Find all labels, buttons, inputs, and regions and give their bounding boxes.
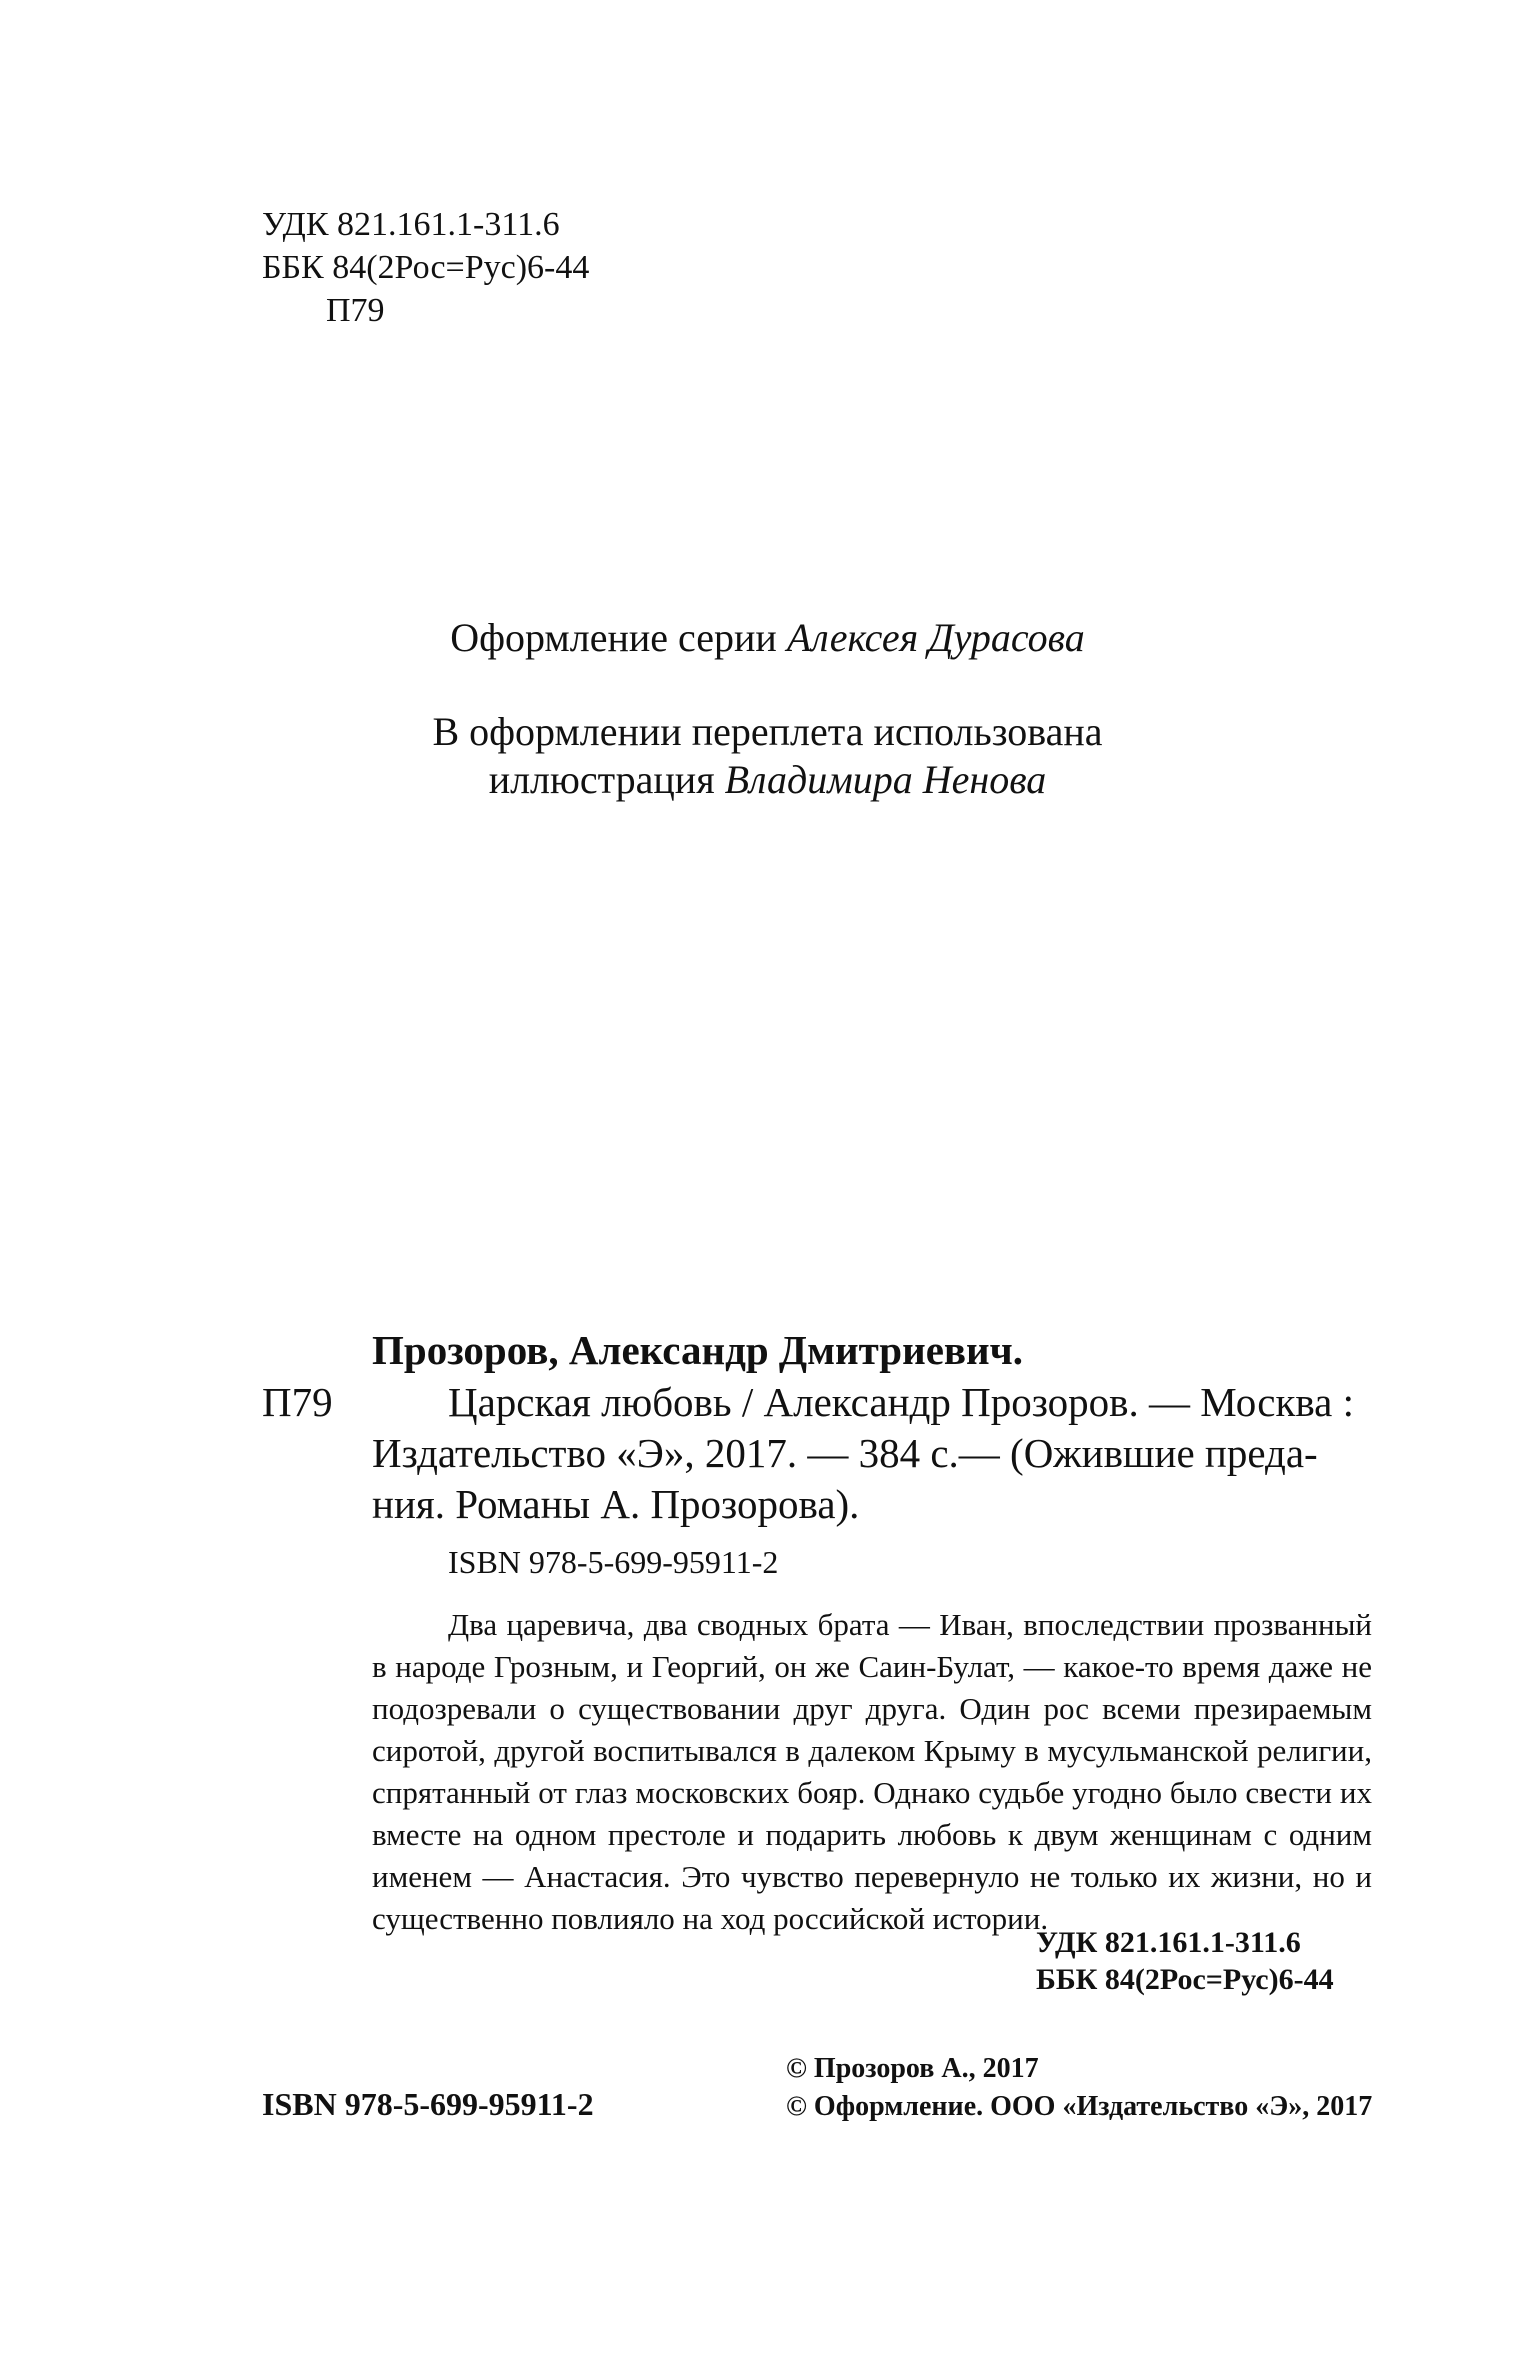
udk-bottom: УДК 821.161.1-311.6 [1036, 1926, 1301, 1959]
cover-credit-line2 [0, 756, 1535, 804]
copyright-design: © Оформление. ООО «Издательство «Э», 2017 [786, 2091, 1373, 2122]
cover-author: Владимира Ненова [724, 757, 1047, 802]
footer-isbn: ISBN 978-5-699-95911-2 [262, 2086, 594, 2122]
bbk-code: ББК 84(2Рос=Рус)6-44 [262, 249, 590, 286]
series-design-credit [0, 614, 1535, 662]
record-line3: ния. Романы А. Прозорова). [372, 1481, 860, 1527]
author-sign-code: П79 [326, 292, 385, 329]
annotation-paragraph: Два царевича, два сводных брата — Иван, впоследствии прозванный в народе Грозным, и Георгий, он же Саин-Булат, — какое-то время даже не подозревали о существовании друг друга. Один рос всеми презираемым сиротой, другой воспитывался в далеком Крыму в мусульманской религии, спрятанный от глаз московских бояр. Однако судьбе угодно было свести их вместе на одном престоле и подарить любовь к двум женщинам с одним именем — Анастасия. Это чувство перевернуло не только их жизни, но и существенно повлияло на ход российской истории. [372, 1607, 1372, 1936]
series-author: Алексея Дурасова [786, 615, 1085, 660]
copyright-author: © Прозоров А., 2017 [786, 2053, 1039, 2084]
cover-prefix: иллюстрация [488, 757, 725, 802]
record-line2: Издательство «Э», 2017. — 384 с.— (Ожившие преда- [372, 1430, 1318, 1476]
udk-code: УДК 821.161.1-311.6 [262, 206, 560, 243]
cover-credit-line1: В оформлении переплета использована [432, 709, 1103, 754]
record-code: П79 [262, 1379, 333, 1425]
record-line1: Царская любовь / Александр Прозоров. — Москва : [448, 1379, 1355, 1425]
bbk-bottom: ББК 84(2Рос=Рус)6-44 [1036, 1963, 1334, 1996]
series-prefix: Оформление серии [450, 615, 787, 660]
isbn-line: ISBN 978-5-699-95911-2 [448, 1544, 779, 1580]
author-heading: Прозоров, Александр Дмитриевич. [372, 1327, 1024, 1373]
